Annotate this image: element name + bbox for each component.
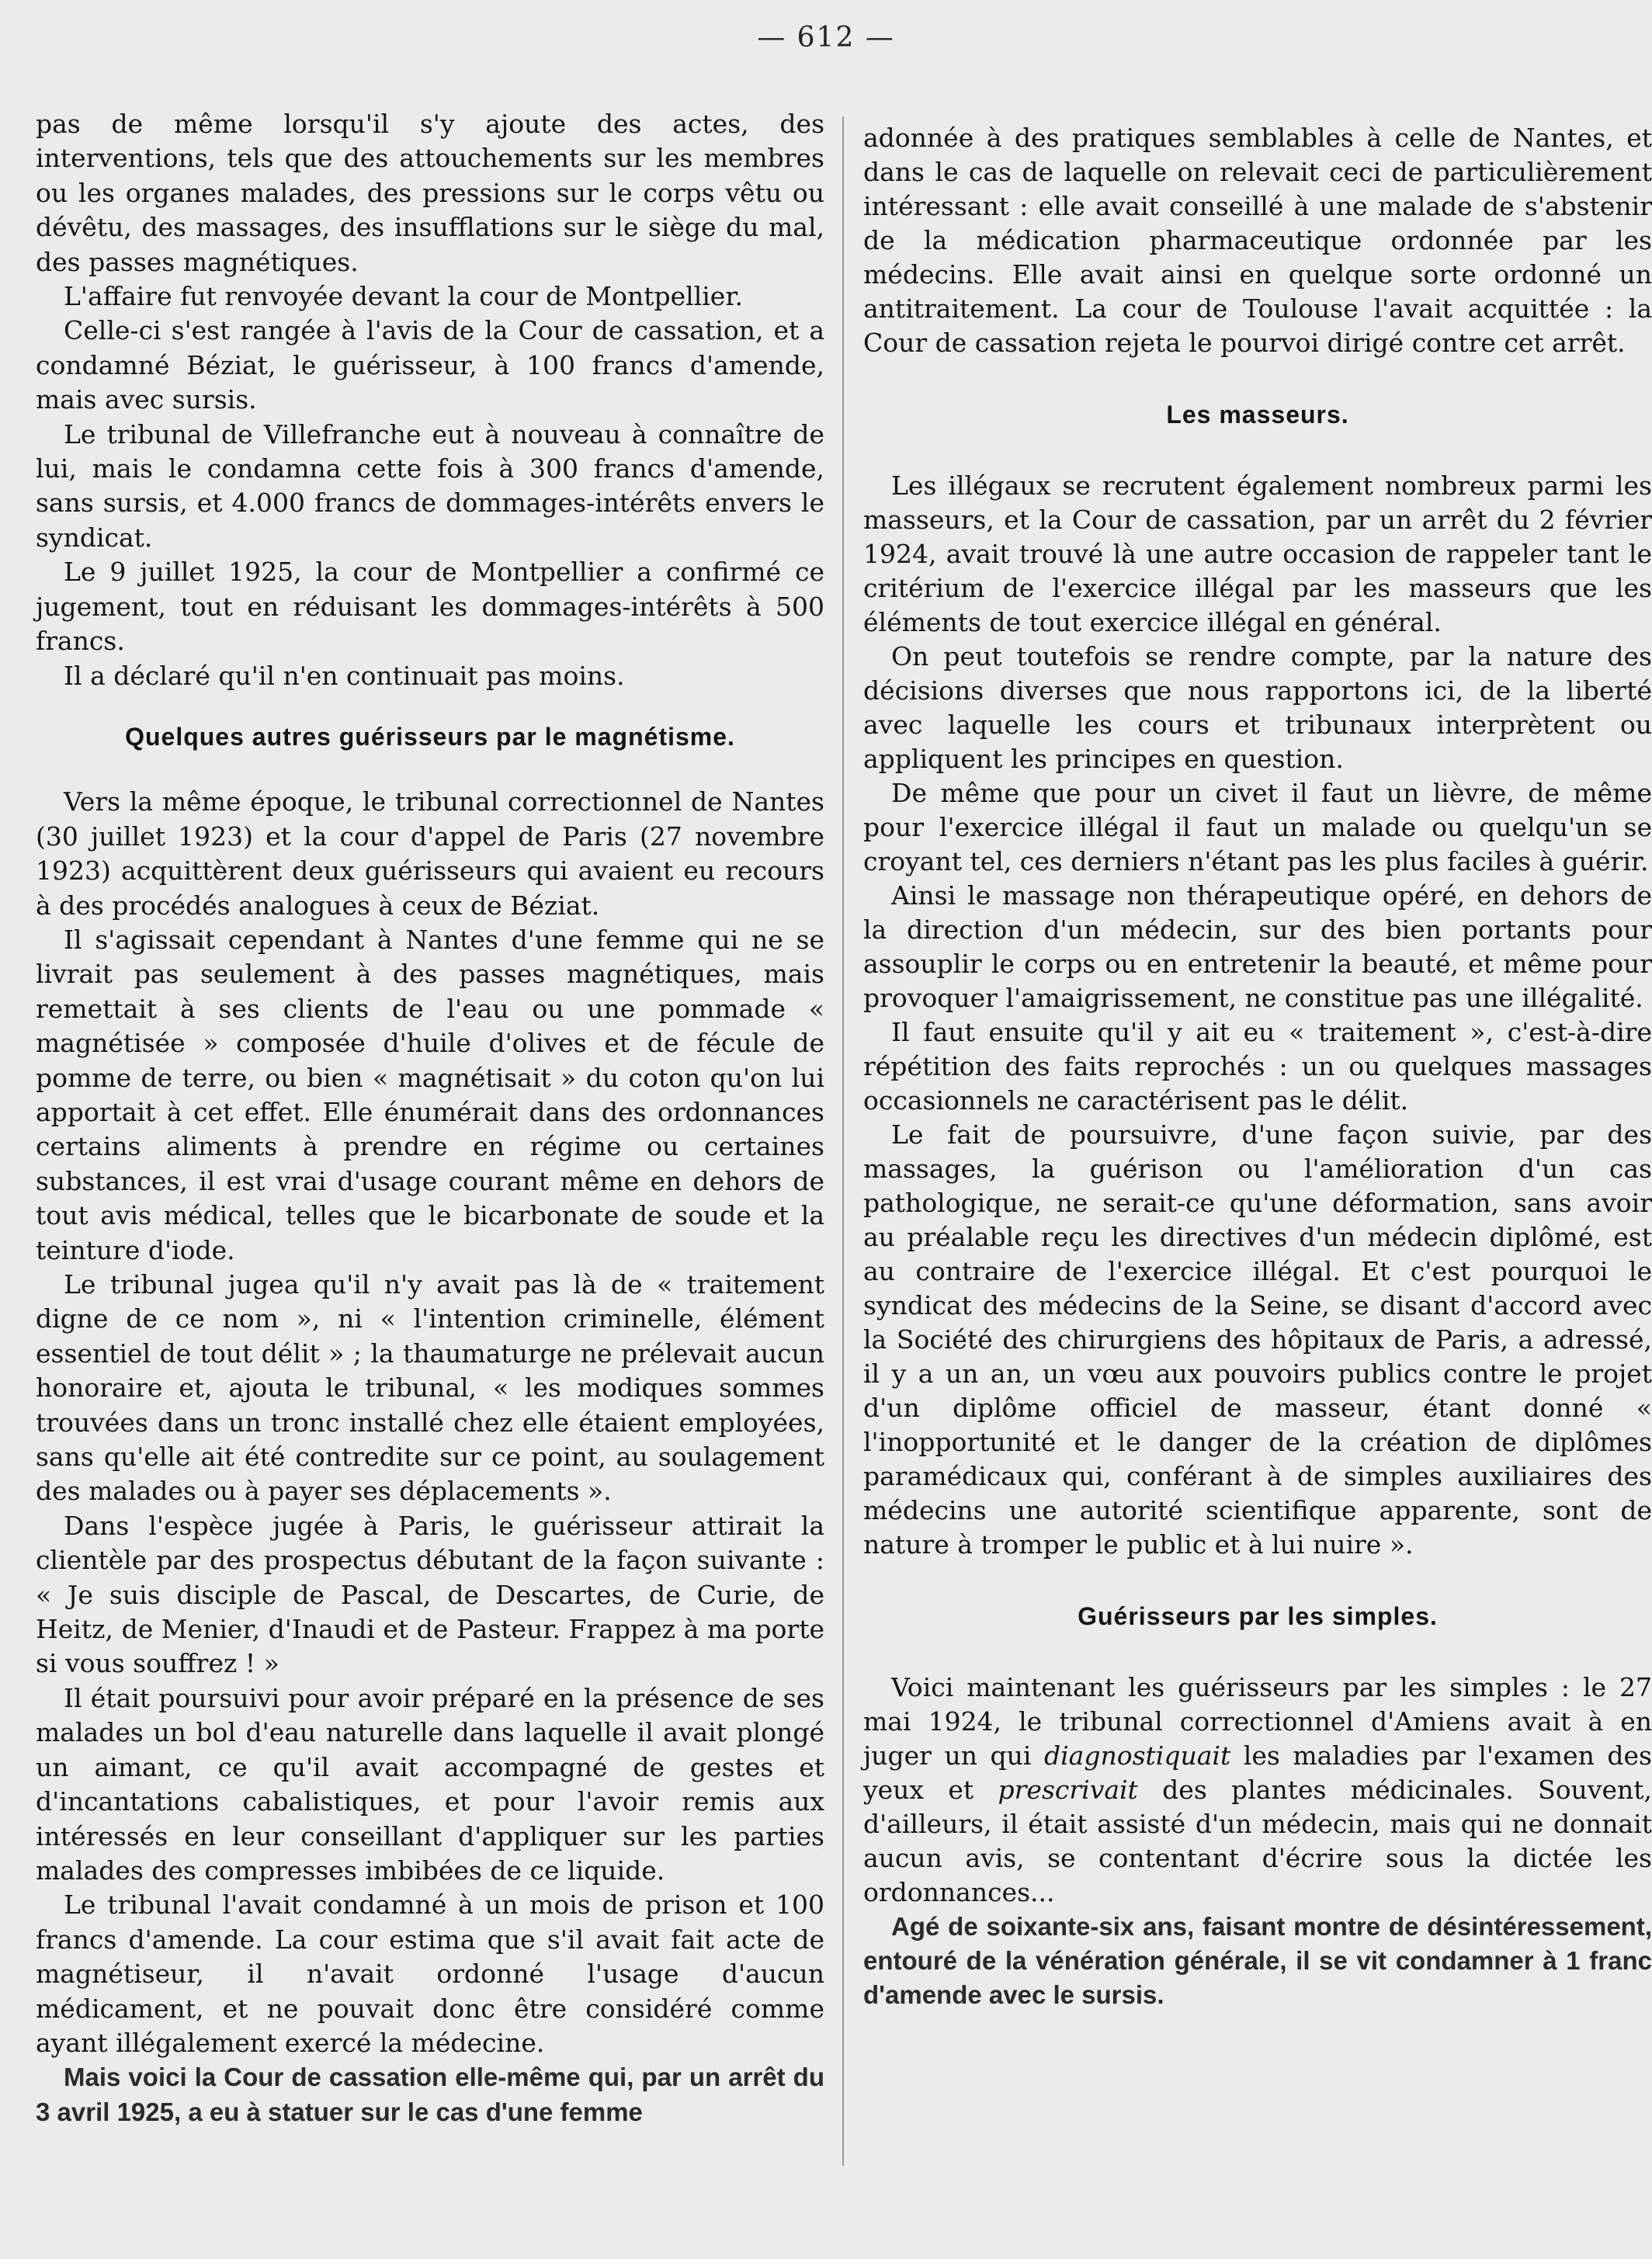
paragraph: Mais voici la Cour de cassation elle-même qui, par un arrêt du 3 avril 1925, a eu à statuer sur le cas d'une femme: [36, 2063, 824, 2126]
column-divider: [842, 116, 844, 2166]
italic-term: prescrivait: [998, 1775, 1138, 1805]
paragraph: De même que pour un civet il faut un lièvre, de même pour l'exercice illégal il faut un malade ou quelqu'un se croyant tel, ces derniers n'étant pas les plus faciles à guérir.: [863, 778, 1652, 876]
paragraph: Les illégaux se recrutent également nombreux parmi les masseurs, et la Cour de cassation, par un arrêt du 2 février 1924, avait trouvé là une autre occasion de rappeler tant le critérium de l'exercice illégal par les masseurs que les éléments de tout exercice illégal en général.: [863, 470, 1652, 637]
italic-term: diagnostiquait: [1044, 1740, 1231, 1771]
paragraph: Celle-ci s'est rangée à l'avis de la Cour de cassation, et a condamné Béziat, le guérisseur, à 100 francs d'amende, mais avec sursis.: [36, 315, 824, 415]
paragraph: pas de même lorsqu'il s'y ajoute des actes, des interventions, tels que des attouchements sur les membres ou les organes malades, des pressions sur le corps vêtu ou dévêtu, des massages, des insufflations sur le siège du mal, des passes magnétiques.: [36, 109, 824, 277]
paragraph: Ainsi le massage non thérapeutique opéré, en dehors de la direction d'un médecin, sur des bien portants pour assouplir le corps ou en entretenir la beauté, et même pour provoquer l'amaigrissement, ne constitue pas une illégalité.: [863, 880, 1652, 1013]
paragraph: Le tribunal de Villefranche eut à nouveau à connaître de lui, mais le condamna cette fois à 300 francs d'amende, sans sursis, et 4.000 francs de dommages-intérêts envers le syndicat.: [36, 418, 824, 553]
paragraph: On peut toutefois se rendre compte, par la nature des décisions diverses que nous rapportons ici, de la liberté avec laquelle les cours et tribunaux interprètent ou appliquent les principes en question.: [863, 641, 1652, 774]
page-number: — 612 —: [757, 22, 895, 54]
text-run: des plantes médicinales. Souvent, d'ailleurs, il était assisté d'un médecin, mais qui ne donnait aucun avis, se contentant d'écrire sous la dictée les ordonnances...: [863, 1775, 1652, 1907]
text-run: les maladies par l'examen des yeux et: [863, 1740, 1652, 1805]
paragraph: adonnée à des pratiques semblables à celle de Nantes, et dans le cas de laquelle on relevait ceci de particulièrement intéressant : elle avait conseillé à une malade de s'abstenir de la médication pharmaceutique ordonnée par les médecins. Elle avait ainsi en quelque sorte ordonné un antitraitement. La cour de Toulouse l'avait acquittée : la Cour de cassation rejeta le pourvoi dirigé contre cet arrêt.: [863, 123, 1652, 358]
paragraph: L'affaire fut renvoyée devant la cour de Montpellier.: [64, 281, 743, 312]
paragraph: Agé de soixante-six ans, faisant montre de désintéressement, entouré de la vénération générale, il se vit condamner à 1 franc d'amende avec le sursis.: [863, 1912, 1652, 2009]
paragraph: Le fait de poursuivre, d'une façon suivie, par des massages, la guérison ou l'amélioration d'un cas pathologique, ne serait-ce qu'une déformation, sans avoir au préalable reçu les directives d'un médecin diplômé, est au contraire de l'exercice illégal. Et c'est pourquoi le syndicat des médecins de la Seine, se disant d'accord avec la Société des chirurgiens des hôpitaux de Paris, a adressé, il y a un an, un vœu aux pouvoirs publics contre le projet d'un diplôme officiel de masseur, étant donné « l'inopportunité et le danger de la création de diplômes paramédicaux qui, conférant à de simples auxiliaires des médecins une autorité scientifique apparente, sont de nature à tromper le public et à lui nuire ».: [863, 1119, 1652, 1560]
paragraph: Le 9 juillet 1925, la cour de Montpellier a confirmé ce jugement, tout en réduisant les dommages-intérêts à 500 francs.: [36, 557, 824, 657]
paragraph: Il faut ensuite qu'il y ait eu « traitement », c'est-à-dire répétition des faits reprochés : un ou quelques massages occasionnels ne caractérisent pas le délit.: [863, 1017, 1652, 1116]
section-heading: Quelques autres guérisseurs par le magnétisme.: [125, 722, 735, 751]
paragraph: Il était poursuivi pour avoir préparé en la présence de ses malades un bol d'eau naturelle dans laquelle il avait plongé un aimant, ce qu'il avait accompagné de gestes et d'incantations cabalistiques, et pour l'avoir remis aux intéressés en leur conseillant d'appliquer sur les parties malades des compresses imbibées de ce liquide.: [36, 1682, 824, 1886]
section-heading: Les masseurs.: [1166, 401, 1349, 429]
paragraph: [863, 1671, 1652, 1910]
paragraph: Dans l'espèce jugée à Paris, le guérisseur attirait la clientèle par des prospectus débutant de la façon suivante : « Je suis disciple de Pascal, de Descartes, de Curie, de Heitz, de Menier, d'Inaudi et de Pasteur. Frappez à ma porte si vous souffrez ! »: [36, 1510, 824, 1679]
left-column: [36, 107, 824, 2129]
paragraph: Vers la même époque, le tribunal correctionnel de Nantes (30 juillet 1923) et la cour d'appel de Paris (27 novembre 1923) acquittèrent deux guérisseurs qui avaient eu recours à des procédés analogues à ceux de Béziat.: [36, 786, 824, 921]
paragraph: Il s'agissait cependant à Nantes d'une femme qui ne se livrait pas seulement à des passes magnétiques, mais remettait à ses clients de l'eau ou une pommade « magnétisée » composée d'huile d'olives et de fécule de pomme de terre, ou bien « magnétisait » du coton qu'on lui apportait à cet effet. Elle énumérait dans des ordonnances certains aliments à prendre en régime ou certaines substances, il est vrai d'usage courant même en dehors de tout avis médical, telles que le bicarbonate de soude et la teinture d'iode.: [36, 924, 824, 1265]
section-heading: Guérisseurs par les simples.: [1078, 1602, 1438, 1630]
right-column: [863, 121, 1652, 2012]
paragraph: Le tribunal jugea qu'il n'y avait pas là de « traitement digne de ce nom », ni « l'intention criminelle, élément essentiel de tout délit » ; la thaumaturge ne prélevait aucun honoraire et, ajouta le tribunal, « les modiques sommes trouvées dans un tronc installé chez elle étaient employées, sans qu'elle ait été contredite sur ce point, au soulagement des malades ou à payer ses déplacements ».: [36, 1269, 824, 1507]
paragraph: Il a déclaré qu'il n'en continuait pas moins.: [64, 660, 625, 691]
paragraph: Le tribunal l'avait condamné à un mois de prison et 100 francs d'amende. La cour estima que s'il avait fait acte de magnétiseur, il n'avait ordonné l'usage d'aucun médicament, et ne pouvait donc être considéré comme ayant illégalement exercé la médecine.: [36, 1889, 824, 2058]
text-run: Voici maintenant les guérisseurs par les simples : le 27 mai 1924, le tribunal correctionnel d'Amiens avait à en juger un qui: [863, 1672, 1652, 1771]
